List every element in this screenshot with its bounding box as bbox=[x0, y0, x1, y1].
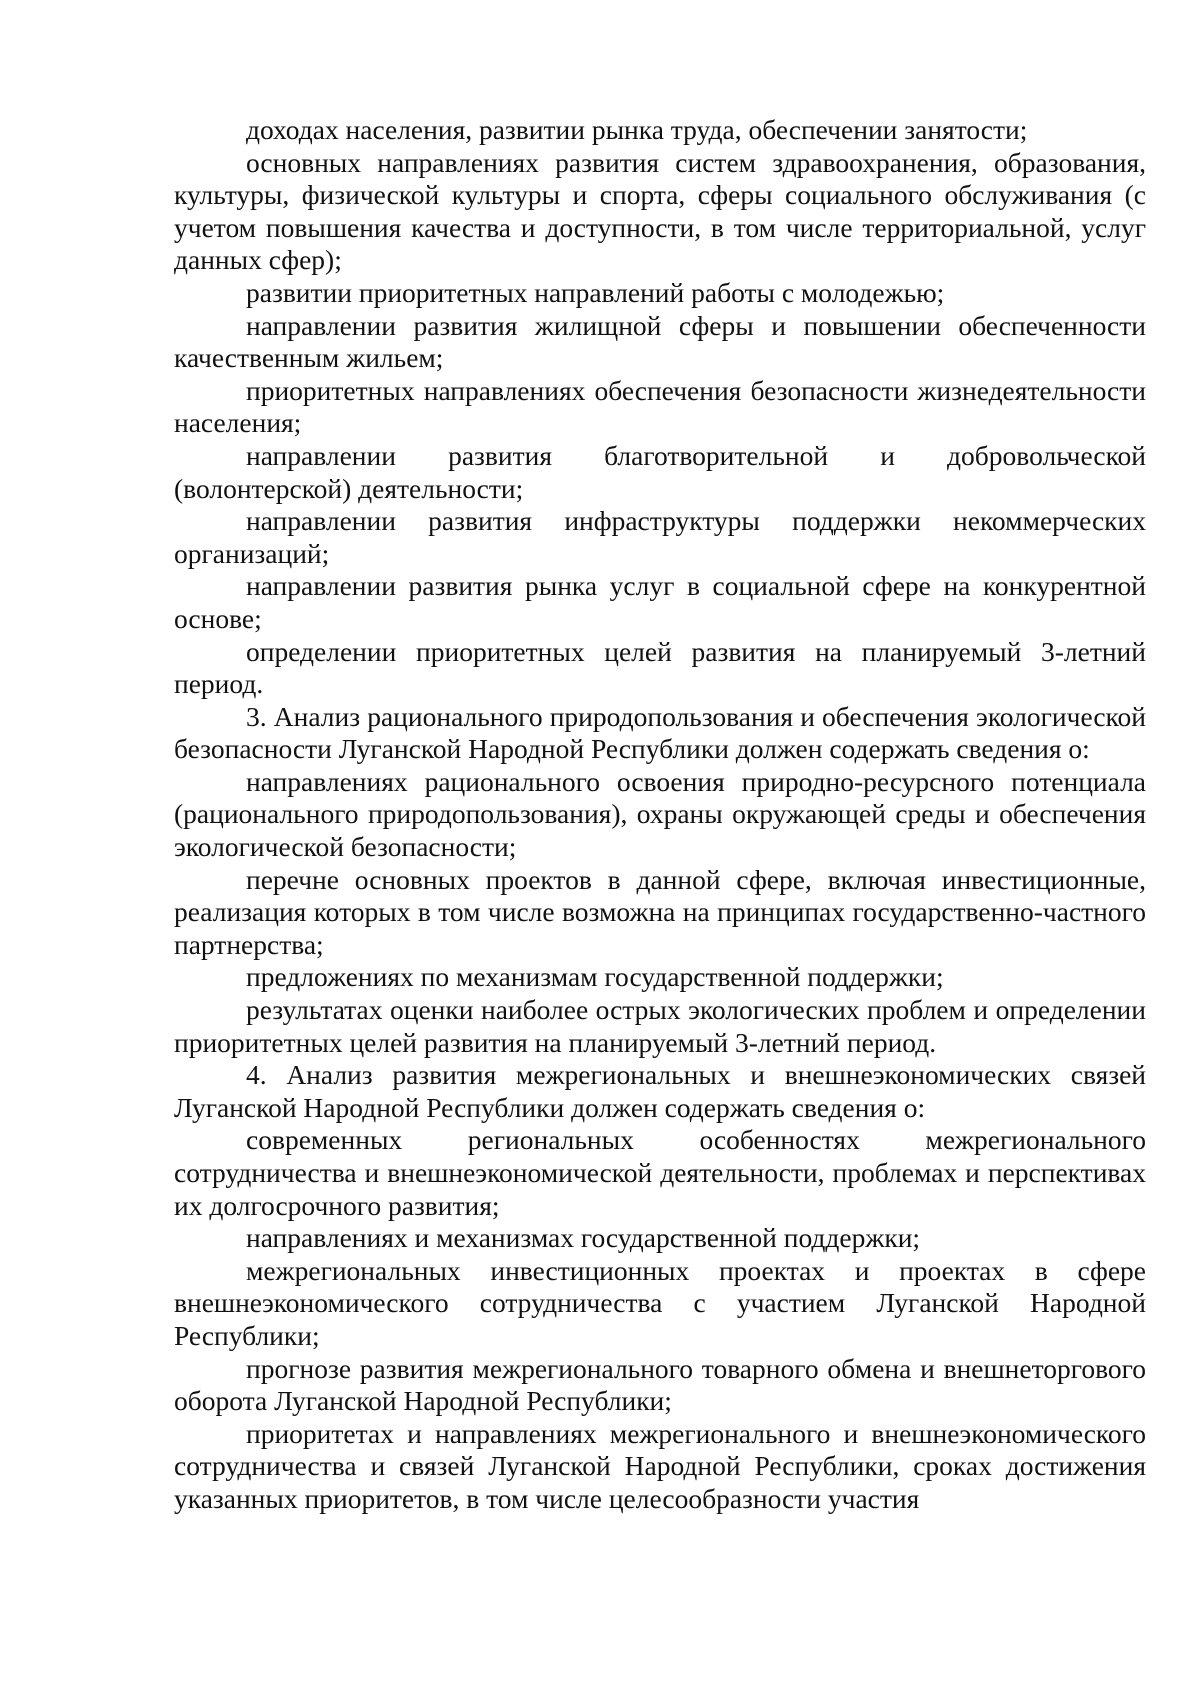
paragraph: направлении развития инфраструктуры поддержки некоммерческих организаций; bbox=[174, 505, 1146, 569]
paragraph: предложениях по механизмам государственной поддержки; bbox=[246, 961, 944, 993]
paragraph: перечне основных проектов в данной сфере, включая инвестиционные, реализация которых в том числе возможна на принципах государственно-частного партнерства; bbox=[174, 863, 1146, 960]
paragraph: основных направлениях развития систем здравоохранения, образования, культуры, физической культуры и спорта, сферы социального обслуживания (с учетом повышения качества и доступности, в том числе территориальной, услуг данных сфер); bbox=[174, 146, 1146, 276]
document-body bbox=[174, 114, 1146, 1516]
paragraph: развитии приоритетных направлений работы с молодежью; bbox=[246, 276, 945, 308]
section-3-heading-paragraph: 3. Анализ рационального природопользования и обеспечения экологической безопасности Луганской Народной Республики должен содержать сведения о: bbox=[174, 700, 1146, 765]
paragraph: современных региональных особенностях межрегионального сотрудничества и внешнеэкономической деятельности, проблемах и перспективах их долгосрочного развития; bbox=[174, 1124, 1146, 1221]
paragraph: направлениях рационального освоения природно-ресурсного потенциала (рационального природопользования), охраны окружающей среды и обеспечения экологической безопасности; bbox=[174, 765, 1146, 863]
paragraph: приоритетах и направлениях межрегионального и внешнеэкономического сотрудничества и связей Луганской Народной Республики, сроках достижения указанных приоритетов, в том числе целесообразности участия bbox=[174, 1417, 1146, 1514]
paragraph: направлении развития жилищной сферы и повышении обеспеченности качественным жильем; bbox=[174, 309, 1146, 374]
paragraph: доходах населения, развитии рынка труда, обеспечении занятости; bbox=[246, 114, 1028, 145]
paragraph: результатах оценки наиболее острых экологических проблем и определении приоритетных целей развития на планируемый 3-летний период. bbox=[174, 994, 1146, 1058]
paragraph: определении приоритетных целей развития на планируемый 3-летний период. bbox=[174, 635, 1146, 700]
paragraph: прогнозе развития межрегионального товарного обмена и внешнеторгового оборота Луганской Народной Республики; bbox=[174, 1352, 1146, 1417]
paragraph: направлении развития рынка услуг в социальной сфере на конкурентной основе; bbox=[174, 570, 1146, 634]
section-4-heading-paragraph: 4. Анализ развития межрегиональных и внешнеэкономических связей Луганской Народной Республики должен содержать сведения о: bbox=[174, 1059, 1146, 1123]
paragraph: направлении развития благотворительной и добровольческой (волонтерской) деятельности; bbox=[174, 439, 1146, 504]
paragraph: межрегиональных инвестиционных проектах и проектах в сфере внешнеэкономического сотрудничества с участием Луганской Народной Республики; bbox=[174, 1254, 1146, 1351]
paragraph: направлениях и механизмах государственной поддержки; bbox=[246, 1222, 921, 1254]
paragraph: приоритетных направлениях обеспечения безопасности жизнедеятельности населения; bbox=[174, 374, 1146, 439]
